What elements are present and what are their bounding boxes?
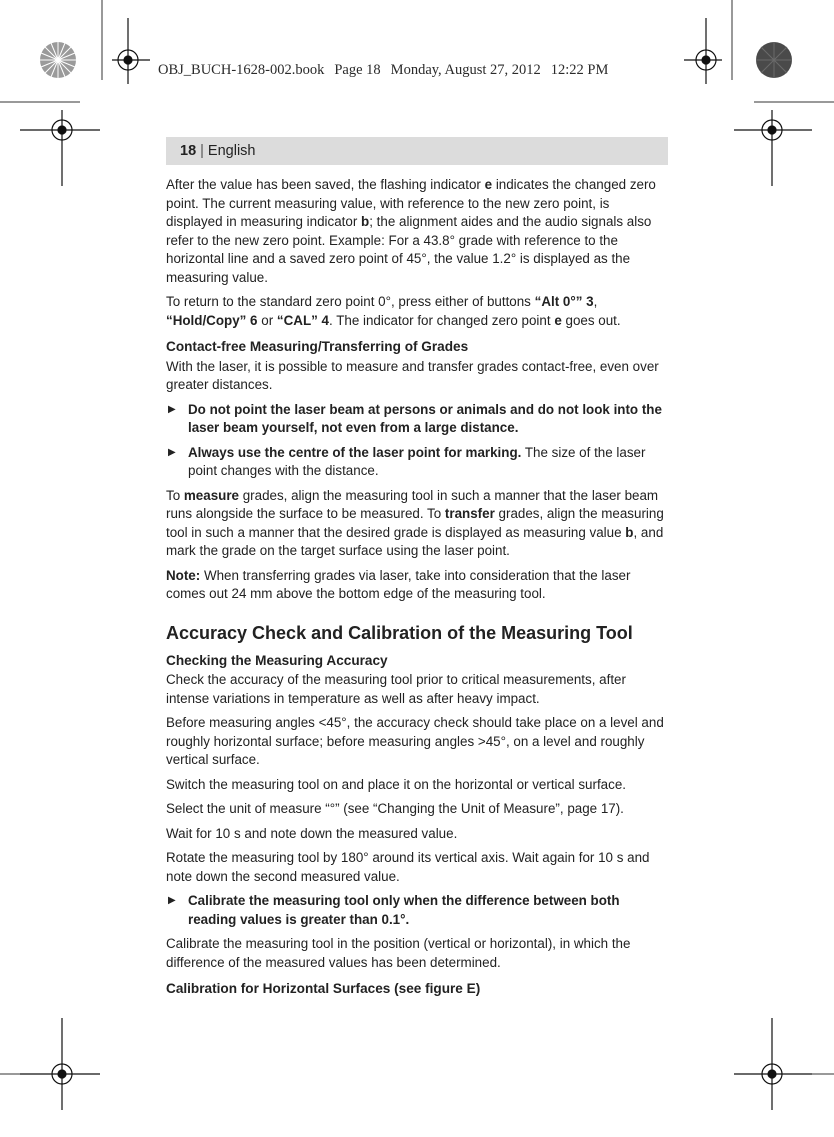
paragraph-return-zero: To return to the standard zero point 0°, press either of buttons “Alt 0°” 3, “Hold/Copy” 6 or “CAL” 4. The indicator for changed zero point e goes out. [166,294,621,328]
registration-wheel-top-right [756,42,792,78]
slug-date: Monday, August 27, 2012 [390,61,541,78]
crosshair-target-right-bottom [734,1018,812,1110]
paragraph-laser-intro: With the laser, it is possible to measure and transfer grades contact-free, even over greater distances. [166,358,659,392]
paragraph-switch-on: Switch the measuring tool on and place it on the horizontal or vertical surface. [166,776,626,792]
paragraph-check-prior: Check the accuracy of the measuring tool prior to critical measurements, after intense variations in temperature as well as after heavy impact. [166,672,626,706]
slug-page: Page 18 [334,61,381,78]
page-header [166,137,668,165]
crosshair-target-right-top [734,110,812,186]
crosshair-target-top-center-right [684,18,722,84]
triangle-bullet-icon: ▶ [168,403,176,415]
paragraph-calibrate-position: Calibrate the measuring tool in the position (vertical or horizontal), in which the difference of the measured values has been determined. [166,936,631,970]
header-language: English [207,143,256,159]
paragraph-rotate: Rotate the measuring tool by 180° around its vertical axis. Wait again for 10 s and note down the second measured value. [166,850,650,884]
heading-calibration-horizontal: Calibration for Horizontal Surfaces (see figure E) [166,981,481,996]
warning-bullet-calibrate: ▶ Calibrate the measuring tool only when the difference between both reading values is greater than 0.1°. [166,892,668,929]
warning-bullet-laser-centre: ▶ Always use the centre of the laser point for marking. The size of the laser point changes with the distance. [166,444,668,481]
registration-wheel-top-left [40,42,76,78]
crosshair-target-left-top [20,110,100,186]
header-separator: | [200,143,204,159]
page-number: 18 [180,143,197,159]
triangle-bullet-icon: ▶ [168,446,176,458]
slug-file: OBJ_BUCH-1628-002.book [158,61,325,78]
crosshair-target-left-bottom [20,1018,100,1110]
heading-contact-free: Contact-free Measuring/Transferring of Grades [166,339,469,354]
heading-checking-accuracy: Checking the Measuring Accuracy [166,652,388,668]
warning-bullet-laser-eyes: ▶ Do not point the laser beam at persons or animals and do not look into the laser beam yourself, not even from a large distance. [166,401,668,438]
paragraph-note: Note: When transferring grades via laser, take into consideration that the laser comes out 24 mm above the bottom edge of the measuring tool. [166,567,631,601]
paragraph-select-unit: Select the unit of measure “°” (see “Changing the Unit of Measure”, page 17). [166,801,624,816]
triangle-bullet-icon: ▶ [168,895,176,906]
slug-time: 12:22 PM [550,61,609,78]
paragraph-angles: Before measuring angles <45°, the accuracy check should take place on a level and roughly horizontal surface; before measuring angles >45°, on a level and roughly vertical surface. [166,715,664,767]
heading-accuracy-check: Accuracy Check and Calibration of the Measuring Tool [166,622,633,643]
paragraph-saved-value: After the value has been saved, the flashing indicator e indicates the changed zero point. The current measuring value, with reference to the new zero point, is displayed in measuring indicator b; the alignment aides and the audio signals also refer to the new zero point. Example: For a 43.8° grade with reference to the horizontal line and a saved zero point of 45°, the value 1.2° is displayed as the measuring value. [166,177,656,285]
paragraph-measure-transfer: To measure grades, align the measuring tool in such a manner that the laser beam runs alongside the surface to be measured. To transfer grades, align the measuring tool in such a manner that the desired grade is displayed as measuring value b, and mark the grade on the target surface using the laser point. [166,487,664,558]
paragraph-wait: Wait for 10 s and note down the measured value. [166,825,458,841]
page-body [166,176,668,1000]
print-slug-line [158,58,678,82]
crosshair-target-top-center-left [112,18,150,84]
